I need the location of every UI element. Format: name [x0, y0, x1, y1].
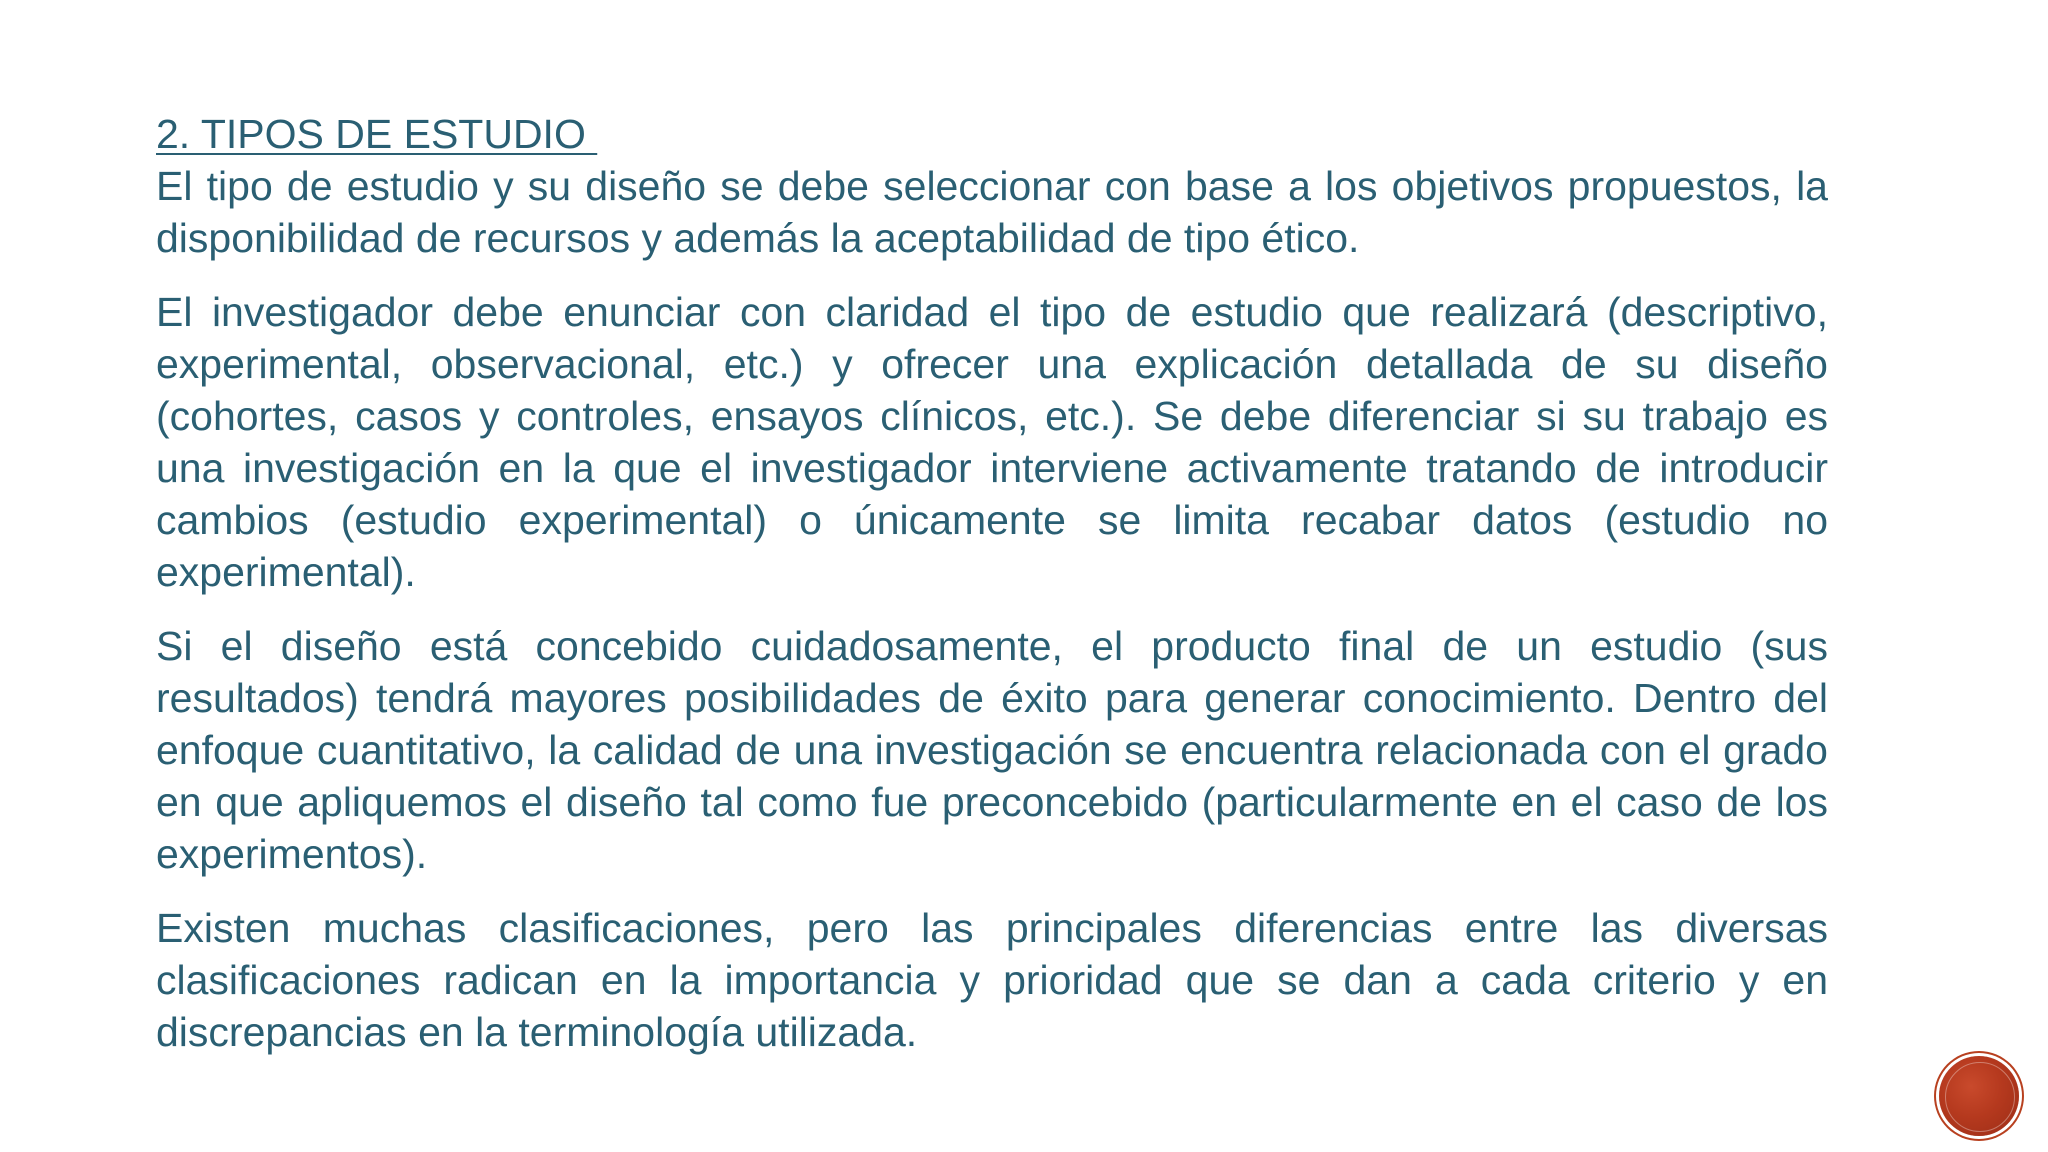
- slide-content: [156, 108, 1828, 1080]
- paragraph-1: El tipo de estudio y su diseño se debe seleccionar con base a los objetivos propuestos, la disponibilidad de recursos y además la aceptabilidad de tipo ético.: [156, 163, 1828, 261]
- paragraph-3: Si el diseño está concebido cuidadosamente, el producto final de un estudio (sus resultados) tendrá mayores posibilidades de éxito para generar conocimiento. Dentro del enfoque cuantitativo, la calidad de una investigación se encuentra relacionada con el grado en que apliquemos el diseño tal como fue preconcebido (particularmente en el caso de los experimentos).: [156, 623, 1828, 877]
- paragraph-4: Existen muchas clasificaciones, pero las principales diferencias entre las diversas clasificaciones radican en la importancia y prioridad que se dan a cada criterio y en discrepancias en la terminología utilizada.: [156, 905, 1828, 1055]
- section-heading: 2. TIPOS DE ESTUDIO: [156, 111, 598, 157]
- red-circle-badge-icon: [1939, 1056, 2019, 1136]
- paragraph-2: El investigador debe enunciar con claridad el tipo de estudio que realizará (descriptivo, experimental, observacional, etc.) y ofrecer una explicación detallada de su diseño (cohortes, casos y controles, ensayos clínicos, etc.). Se debe diferenciar si su trabajo es una investigación en la que el investigador interviene activamente tratando de introducir cambios (estudio experimental) o únicamente se limita recabar datos (estudio no experimental).: [156, 289, 1828, 595]
